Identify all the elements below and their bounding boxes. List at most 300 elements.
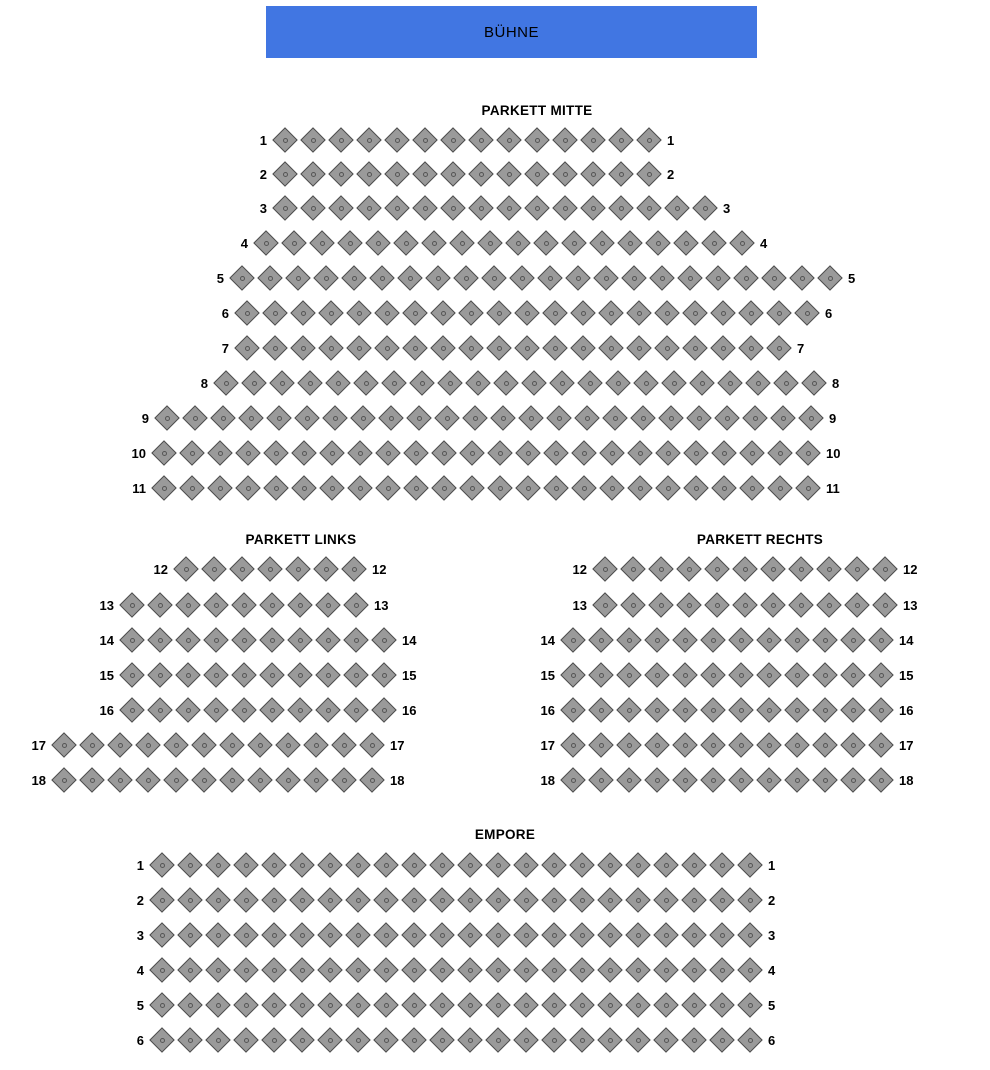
seat[interactable] [625,992,651,1018]
seat[interactable] [620,556,646,582]
seat[interactable] [287,662,313,688]
seat[interactable] [325,370,351,396]
seat[interactable] [788,592,814,618]
seat[interactable] [149,1027,175,1053]
seat[interactable] [784,697,810,723]
seat[interactable] [315,592,341,618]
seat[interactable] [616,662,642,688]
seat[interactable] [700,732,726,758]
seat[interactable] [343,592,369,618]
seat[interactable] [588,767,614,793]
seat[interactable] [700,767,726,793]
seat[interactable] [812,662,838,688]
seat[interactable] [147,697,173,723]
seat[interactable] [561,230,587,256]
seat[interactable] [569,957,595,983]
seat[interactable] [401,852,427,878]
seat[interactable] [191,767,217,793]
seat[interactable] [592,592,618,618]
seat[interactable] [412,161,438,187]
seat[interactable] [588,627,614,653]
seat[interactable] [345,852,371,878]
seat[interactable] [645,230,671,256]
seat[interactable] [328,161,354,187]
seat[interactable] [704,592,730,618]
seat[interactable] [509,265,535,291]
seat[interactable] [710,300,736,326]
seat[interactable] [149,887,175,913]
seat[interactable] [737,957,763,983]
seat[interactable] [560,627,586,653]
seat[interactable] [812,697,838,723]
seat[interactable] [203,592,229,618]
seat[interactable] [709,992,735,1018]
seat[interactable] [653,957,679,983]
seat[interactable] [229,556,255,582]
seat[interactable] [263,440,289,466]
seat[interactable] [672,767,698,793]
seat[interactable] [580,127,606,153]
seat[interactable] [686,405,712,431]
seat[interactable] [315,662,341,688]
seat[interactable] [616,767,642,793]
seat[interactable] [429,992,455,1018]
seat[interactable] [541,957,567,983]
seat[interactable] [627,475,653,501]
seat[interactable] [598,335,624,361]
seat[interactable] [373,992,399,1018]
seat[interactable] [412,127,438,153]
seat[interactable] [297,370,323,396]
seat[interactable] [409,370,435,396]
seat[interactable] [537,265,563,291]
seat[interactable] [457,992,483,1018]
seat[interactable] [541,1027,567,1053]
seat[interactable] [738,300,764,326]
seat[interactable] [681,922,707,948]
seat[interactable] [574,405,600,431]
seat[interactable] [294,405,320,431]
seat[interactable] [560,697,586,723]
seat[interactable] [437,370,463,396]
seat[interactable] [756,697,782,723]
seat[interactable] [233,852,259,878]
seat[interactable] [514,335,540,361]
seat[interactable] [173,556,199,582]
seat[interactable] [496,161,522,187]
seat[interactable] [401,1027,427,1053]
seat[interactable] [840,732,866,758]
seat[interactable] [767,475,793,501]
seat[interactable] [440,161,466,187]
seat[interactable] [542,335,568,361]
seat[interactable] [371,697,397,723]
seat[interactable] [207,440,233,466]
seat[interactable] [313,265,339,291]
seat[interactable] [571,475,597,501]
seat[interactable] [289,852,315,878]
seat[interactable] [633,370,659,396]
seat[interactable] [661,370,687,396]
seat[interactable] [465,370,491,396]
seat[interactable] [289,992,315,1018]
seat[interactable] [401,992,427,1018]
seat[interactable] [374,300,400,326]
seat[interactable] [737,992,763,1018]
seat[interactable] [745,370,771,396]
seat[interactable] [290,335,316,361]
seat[interactable] [459,440,485,466]
seat[interactable] [784,767,810,793]
seat[interactable] [493,370,519,396]
seat[interactable] [219,732,245,758]
seat[interactable] [485,992,511,1018]
seat[interactable] [457,852,483,878]
seat[interactable] [319,475,345,501]
seat[interactable] [373,957,399,983]
seat[interactable] [577,370,603,396]
seat[interactable] [681,887,707,913]
seat[interactable] [119,592,145,618]
seat[interactable] [238,405,264,431]
seat[interactable] [369,265,395,291]
seat[interactable] [374,335,400,361]
seat[interactable] [626,300,652,326]
seat[interactable] [597,1027,623,1053]
seat[interactable] [625,887,651,913]
seat[interactable] [546,405,572,431]
seat[interactable] [373,922,399,948]
seat[interactable] [356,127,382,153]
seat[interactable] [175,662,201,688]
seat[interactable] [397,265,423,291]
seat[interactable] [515,440,541,466]
seat[interactable] [701,230,727,256]
seat[interactable] [689,370,715,396]
seat[interactable] [872,592,898,618]
seat[interactable] [616,732,642,758]
seat[interactable] [384,161,410,187]
seat[interactable] [681,852,707,878]
seat[interactable] [261,992,287,1018]
seat[interactable] [543,440,569,466]
seat[interactable] [135,767,161,793]
seat[interactable] [328,195,354,221]
seat[interactable] [840,697,866,723]
seat[interactable] [263,475,289,501]
seat[interactable] [149,992,175,1018]
seat[interactable] [203,627,229,653]
seat[interactable] [219,767,245,793]
seat[interactable] [318,335,344,361]
seat[interactable] [356,161,382,187]
seat[interactable] [468,127,494,153]
seat[interactable] [597,852,623,878]
seat[interactable] [756,627,782,653]
seat[interactable] [285,265,311,291]
seat[interactable] [406,405,432,431]
seat[interactable] [345,1027,371,1053]
seat[interactable] [421,230,447,256]
seat[interactable] [644,627,670,653]
seat[interactable] [676,556,702,582]
seat[interactable] [291,475,317,501]
seat[interactable] [318,300,344,326]
seat[interactable] [653,922,679,948]
seat[interactable] [147,627,173,653]
seat[interactable] [453,265,479,291]
seat[interactable] [440,127,466,153]
seat[interactable] [599,440,625,466]
seat[interactable] [213,370,239,396]
seat[interactable] [319,440,345,466]
seat[interactable] [625,852,651,878]
seat[interactable] [331,767,357,793]
seat[interactable] [429,922,455,948]
seat[interactable] [261,957,287,983]
seat[interactable] [440,195,466,221]
seat[interactable] [79,732,105,758]
seat[interactable] [384,127,410,153]
seat[interactable] [289,957,315,983]
seat[interactable] [341,265,367,291]
seat[interactable] [513,852,539,878]
seat[interactable] [135,732,161,758]
seat[interactable] [599,475,625,501]
seat[interactable] [496,195,522,221]
seat[interactable] [182,405,208,431]
seat[interactable] [259,697,285,723]
seat[interactable] [343,627,369,653]
seat[interactable] [524,195,550,221]
seat[interactable] [737,1027,763,1053]
seat[interactable] [738,335,764,361]
seat[interactable] [737,852,763,878]
seat[interactable] [346,335,372,361]
seat[interactable] [341,556,367,582]
seat[interactable] [569,852,595,878]
seat[interactable] [403,440,429,466]
seat[interactable] [233,957,259,983]
seat[interactable] [621,265,647,291]
seat[interactable] [262,335,288,361]
seat[interactable] [588,732,614,758]
seat[interactable] [468,161,494,187]
seat[interactable] [683,440,709,466]
seat[interactable] [608,127,634,153]
seat[interactable] [636,195,662,221]
seat[interactable] [459,475,485,501]
seat[interactable] [205,957,231,983]
seat[interactable] [429,1027,455,1053]
seat[interactable] [840,767,866,793]
seat[interactable] [644,662,670,688]
seat[interactable] [597,922,623,948]
seat[interactable] [672,732,698,758]
seat[interactable] [683,475,709,501]
seat[interactable] [331,732,357,758]
seat[interactable] [485,922,511,948]
seat[interactable] [177,1027,203,1053]
seat[interactable] [317,852,343,878]
seat[interactable] [625,1027,651,1053]
seat[interactable] [654,335,680,361]
seat[interactable] [570,335,596,361]
seat[interactable] [569,992,595,1018]
seat[interactable] [515,475,541,501]
seat[interactable] [728,697,754,723]
seat[interactable] [728,732,754,758]
seat[interactable] [487,475,513,501]
seat[interactable] [513,957,539,983]
seat[interactable] [654,300,680,326]
seat[interactable] [205,1027,231,1053]
seat[interactable] [272,161,298,187]
seat[interactable] [275,767,301,793]
seat[interactable] [681,957,707,983]
seat[interactable] [373,887,399,913]
seat[interactable] [235,475,261,501]
seat[interactable] [205,992,231,1018]
seat[interactable] [233,1027,259,1053]
seat[interactable] [233,887,259,913]
seat[interactable] [521,370,547,396]
seat[interactable] [868,767,894,793]
seat[interactable] [673,230,699,256]
seat[interactable] [552,161,578,187]
seat[interactable] [175,627,201,653]
seat[interactable] [541,887,567,913]
seat[interactable] [625,922,651,948]
seat[interactable] [205,852,231,878]
seat[interactable] [710,335,736,361]
seat[interactable] [840,662,866,688]
seat[interactable] [588,697,614,723]
seat[interactable] [872,556,898,582]
seat[interactable] [692,195,718,221]
seat[interactable] [275,732,301,758]
seat[interactable] [253,230,279,256]
seat[interactable] [490,405,516,431]
seat[interactable] [868,732,894,758]
seat[interactable] [617,230,643,256]
seat[interactable] [462,405,488,431]
seat[interactable] [317,957,343,983]
seat[interactable] [289,922,315,948]
seat[interactable] [261,922,287,948]
seat[interactable] [569,922,595,948]
seat[interactable] [347,440,373,466]
seat[interactable] [203,662,229,688]
seat[interactable] [291,440,317,466]
seat[interactable] [676,592,702,618]
seat[interactable] [177,887,203,913]
seat[interactable] [627,440,653,466]
seat[interactable] [789,265,815,291]
seat[interactable] [756,732,782,758]
seat[interactable] [717,370,743,396]
seat[interactable] [513,887,539,913]
seat[interactable] [518,405,544,431]
seat[interactable] [119,627,145,653]
seat[interactable] [580,195,606,221]
seat[interactable] [205,922,231,948]
seat[interactable] [742,405,768,431]
seat[interactable] [431,440,457,466]
seat[interactable] [705,265,731,291]
seat[interactable] [259,662,285,688]
seat[interactable] [608,195,634,221]
seat[interactable] [119,697,145,723]
seat[interactable] [868,662,894,688]
seat[interactable] [644,732,670,758]
seat[interactable] [384,195,410,221]
seat[interactable] [175,697,201,723]
seat[interactable] [317,1027,343,1053]
seat[interactable] [177,992,203,1018]
seat[interactable] [285,556,311,582]
seat[interactable] [700,627,726,653]
seat[interactable] [620,592,646,618]
seat[interactable] [709,852,735,878]
seat[interactable] [795,475,821,501]
seat[interactable] [630,405,656,431]
seat[interactable] [844,592,870,618]
seat[interactable] [261,1027,287,1053]
seat[interactable] [486,335,512,361]
seat[interactable] [709,957,735,983]
seat[interactable] [430,300,456,326]
seat[interactable] [653,992,679,1018]
seat[interactable] [644,767,670,793]
seat[interactable] [207,475,233,501]
seat[interactable] [812,627,838,653]
seat[interactable] [605,370,631,396]
seat[interactable] [682,300,708,326]
seat[interactable] [163,767,189,793]
seat[interactable] [560,767,586,793]
seat[interactable] [449,230,475,256]
seat[interactable] [259,592,285,618]
seat[interactable] [542,300,568,326]
seat[interactable] [486,300,512,326]
seat[interactable] [513,922,539,948]
seat[interactable] [711,475,737,501]
seat[interactable] [541,852,567,878]
seat[interactable] [644,697,670,723]
seat[interactable] [315,627,341,653]
seat[interactable] [616,627,642,653]
seat[interactable] [569,1027,595,1053]
seat[interactable] [371,662,397,688]
seat[interactable] [151,475,177,501]
seat[interactable] [709,922,735,948]
seat[interactable] [588,662,614,688]
seat[interactable] [795,440,821,466]
seat[interactable] [303,767,329,793]
seat[interactable] [431,475,457,501]
seat[interactable] [485,1027,511,1053]
seat[interactable] [309,230,335,256]
seat[interactable] [761,265,787,291]
seat[interactable] [51,767,77,793]
seat[interactable] [505,230,531,256]
seat[interactable] [402,335,428,361]
seat[interactable] [191,732,217,758]
seat[interactable] [257,556,283,582]
seat[interactable] [233,992,259,1018]
seat[interactable] [458,300,484,326]
